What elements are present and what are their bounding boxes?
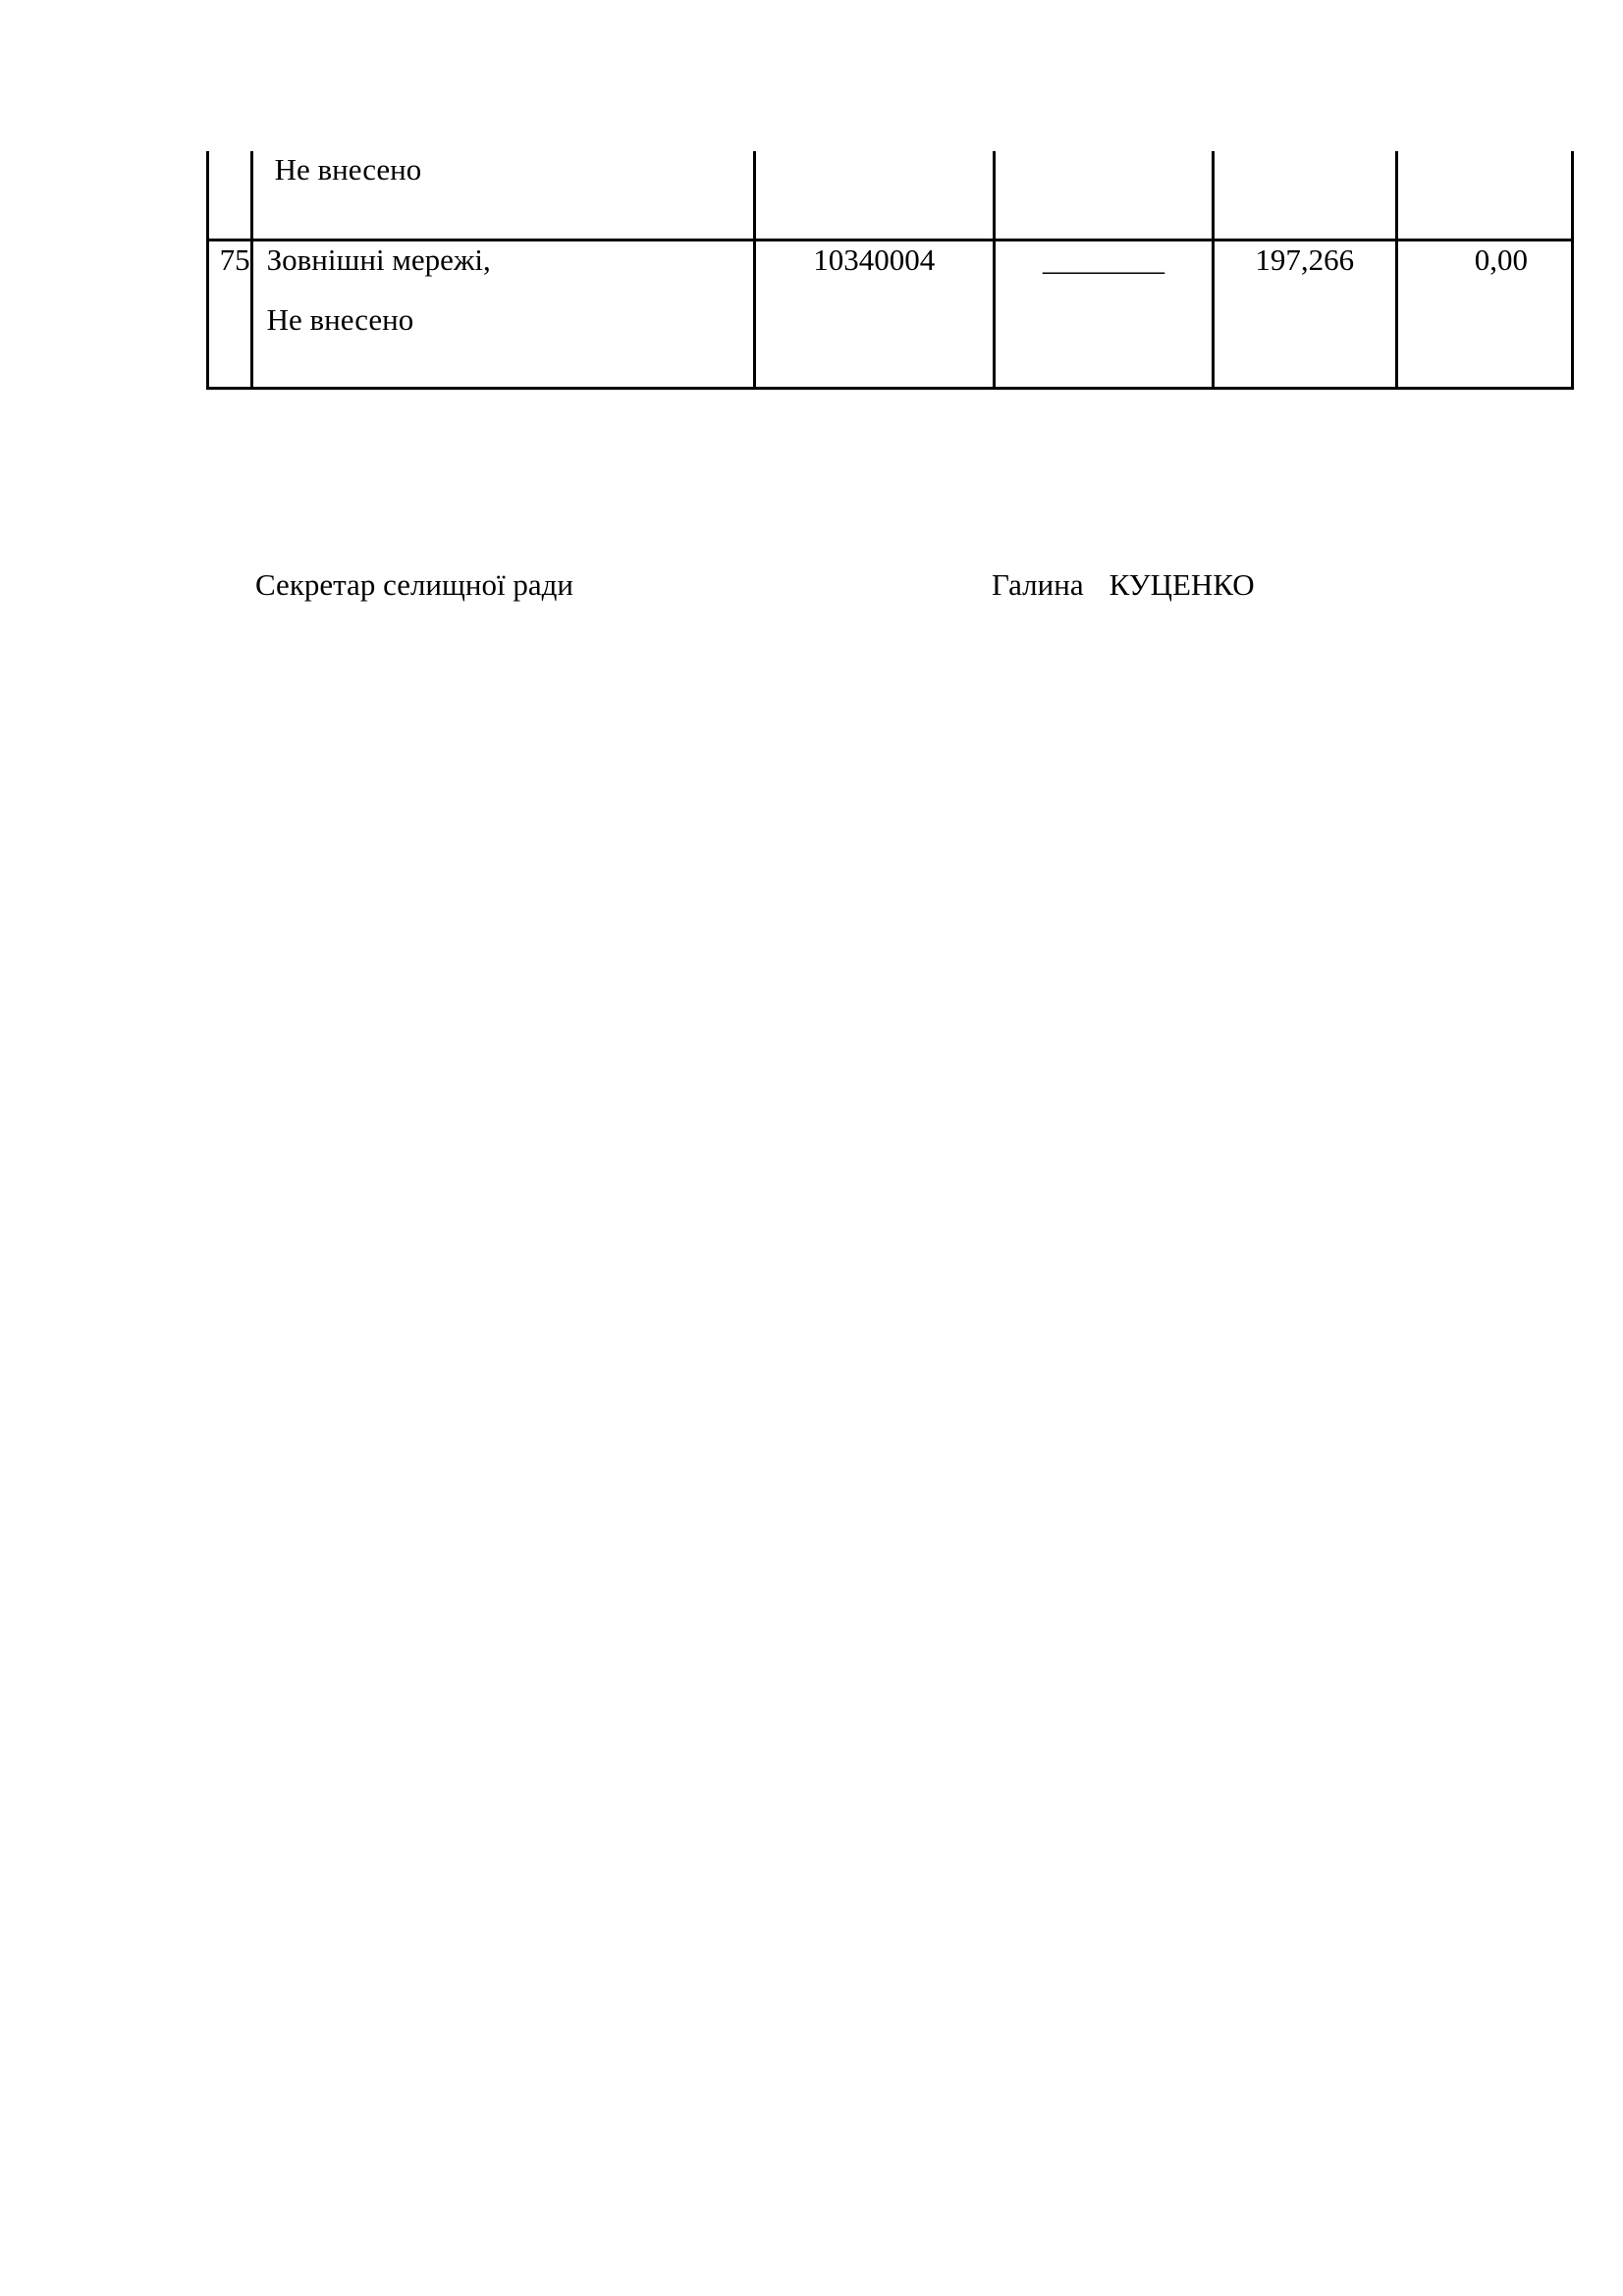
inventory-code: 10340004 [813,242,936,277]
cell-name [251,240,754,389]
table-row [208,240,1573,389]
table-row-continuation [208,151,1573,240]
cell-name [251,151,754,240]
signature-name [992,567,1255,603]
inventory-table [206,151,1574,390]
cell-value2 [1396,240,1572,389]
item-status: Не внесено [274,152,422,187]
row-number: 75 [208,240,252,389]
value-residual: 0,00 [1474,242,1528,277]
cell-value1 [1213,240,1396,389]
cell-dash [994,240,1213,389]
cell-code [754,151,994,240]
cell-number [208,151,252,240]
cell-value1 [1213,151,1396,240]
cell-value2 [1396,151,1572,240]
item-status: Не внесено [266,301,414,337]
item-name: Зовнішні мережі, [266,242,491,277]
blank-placeholder: ________ [1042,242,1164,277]
signature-last-name: КУЦЕНКО [1109,567,1255,602]
cell-dash [994,151,1213,240]
signature-first-name: Галина [992,567,1084,602]
signature-title: Секретар селищної ради [255,567,573,602]
cell-code [754,240,994,389]
value-amount: 197,266 [1255,242,1355,277]
